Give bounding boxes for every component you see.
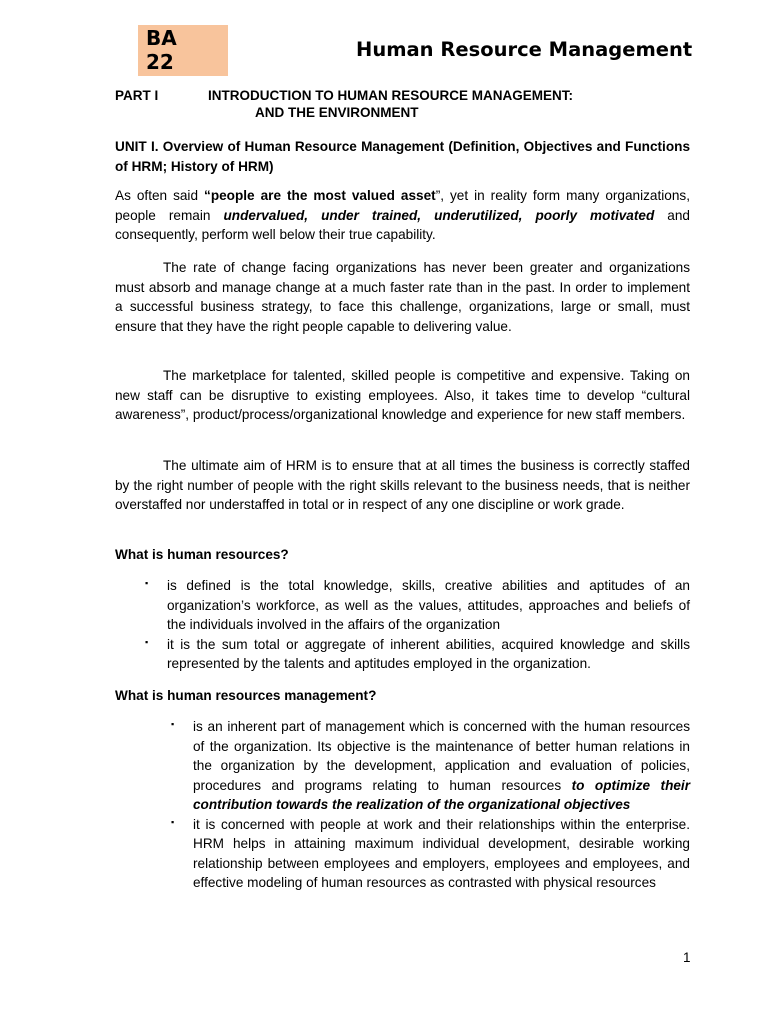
course-code-line1: BA [146,26,177,50]
part-title-line2: AND THE ENVIRONMENT [255,105,419,120]
paragraph-ultimate-aim: The ultimate aim of HRM is to ensure that at all times the business is correctly staffed by the right number of people with the right skills relevant to the business needs, that is neither overstaffed nor understaffed in total or in respect of any one discipline or work grade. [115,458,690,512]
list-item [145,576,690,635]
bullet-marker-icon: ▪ [145,578,149,588]
course-code-badge [138,25,228,76]
list-item [145,635,690,674]
intro-text-2: ”, yet in reality form many organizations, people remain [115,188,690,223]
bullet-marker-icon: ▪ [145,636,149,647]
paragraph-rate-of-change: The rate of change facing organizations has never been greater and organizations must absorb and manage change at a much faster rate than in the past. In order to implement a successful business strategy, to face this challenge, organizations, large or small, must ensure that they have the right people capable to delivering value. [115,260,690,334]
human-resources-bullet-list [145,576,690,674]
list-item [171,717,690,815]
paragraph-marketplace: The marketplace for talented, skilled people is competitive and expensive. Taking on new staff can be disruptive to existing employees. Also, it takes time to develop “cultural awareness”, product/process/organizational knowledge and experience for new staff members. [115,368,690,422]
page-number: 1 [683,950,691,965]
part-label: PART I [115,88,159,103]
intro-bold-quote: “people are the most valued asset [204,188,436,203]
intro-text-1: As often said [115,188,205,203]
bullet-marker-icon: ▪ [171,816,175,827]
question-hrm: What is human resources management? [115,688,377,703]
list-item [171,815,690,893]
intro-emphasis: undervalued, under trained, underutilized, poorly motivated [223,207,655,223]
bullet-text: is defined is the total knowledge, skills, creative abilities and aptitudes of an organization’s workforce, as well as the values, attitudes, approaches and beliefs of the individuals involved in the affairs of the organization [167,578,690,632]
course-code-line2: 22 [146,50,174,74]
intro-text-3: and consequently, perform well below their true capability. [115,207,690,242]
course-title: Human Resource Management [356,38,693,61]
part-title-line1: INTRODUCTION TO HUMAN RESOURCE MANAGEMENT: [208,88,573,103]
intro-paragraph [115,186,690,245]
unit-heading: UNIT I. Overview of Human Resource Management (Definition, Objectives and Functions of HRM; History of HRM) [115,139,690,174]
hrm-bullet-list [171,717,690,893]
bullet-text: it is the sum total or aggregate of inherent abilities, acquired knowledge and skills represented by the talents and aptitudes employed in the organization. [167,636,690,671]
bullet-marker-icon: ▪ [171,719,175,729]
question-human-resources: What is human resources? [115,547,289,562]
bullet-emphasis: to optimize their contribution towards the realization of the organizational objectives [193,777,690,812]
bullet-text: is an inherent part of management which is concerned with the human resources of the organization. Its objective is the maintenance of better human relations in the organization by the development, application and evaluation of policies, procedures and programs relating to human resources [193,719,690,793]
bullet-text: it is concerned with people at work and their relationships within the enterprise. HRM helps in attaining maximum individual development, desirable working relationship between employees and employers, employees and employees, and effective modeling of human resources as contrasted with physical resources [193,816,690,890]
